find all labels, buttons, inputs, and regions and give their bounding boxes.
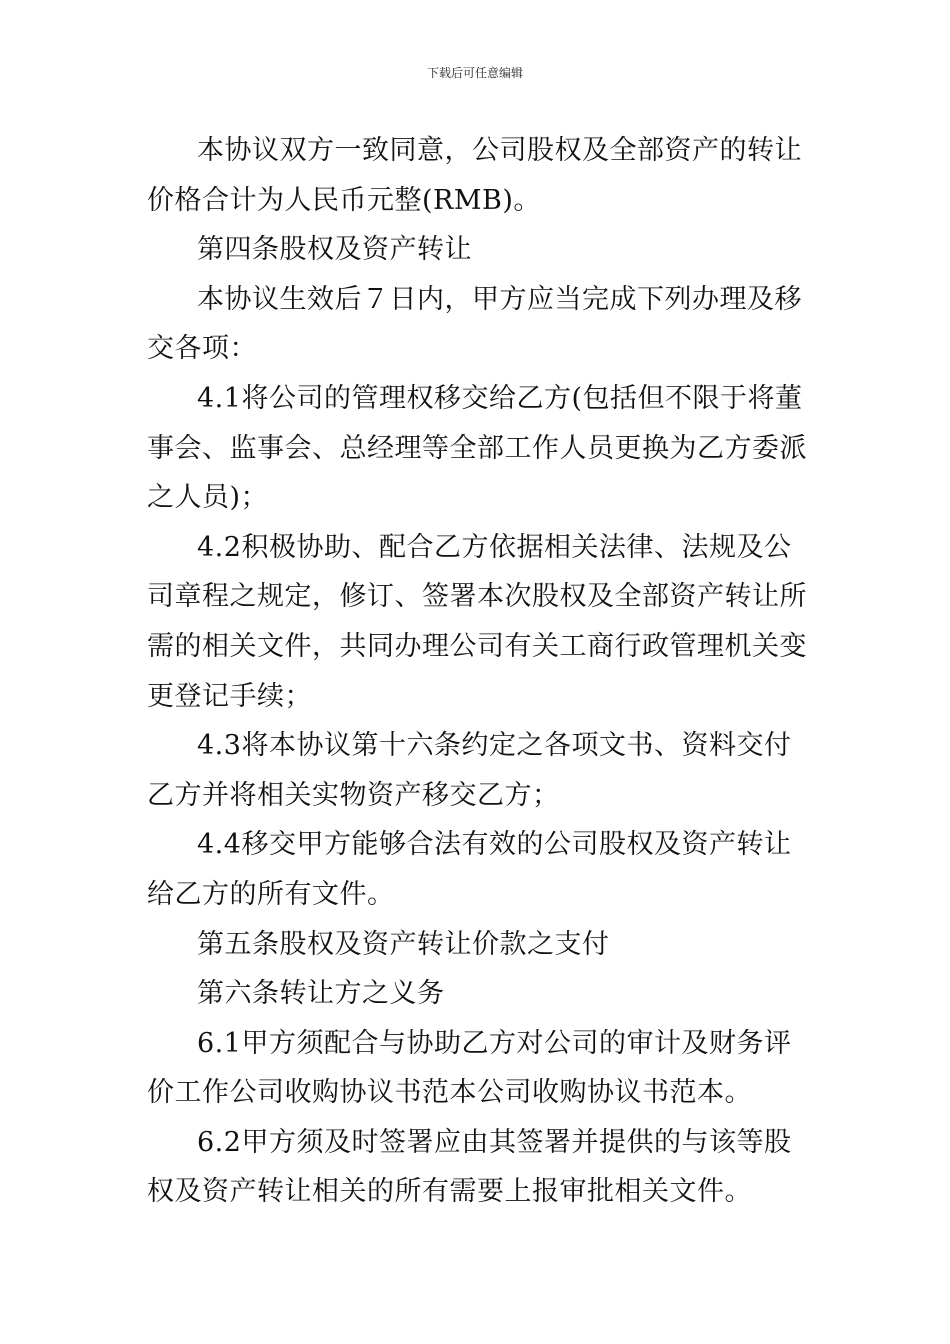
article-4-heading: 第四条股权及资产转让 [197, 234, 472, 266]
page-header-note: 下载后可任意编辑 [426, 66, 523, 80]
paragraph-transfer-items: 本协议生效后７日内，甲方应当完成下列办理及移交各项： [147, 283, 802, 365]
clause-6-2: 6.2甲方须及时签署应由其签署并提供的与该等股权及资产转让相关的所有需要上报审批相关文件。 [147, 1126, 792, 1208]
clause-4-4: 4.4移交甲方能够合法有效的公司股权及资产转让给乙方的所有文件。 [147, 829, 792, 910]
article-6-heading: 第六条转让方之义务 [197, 978, 445, 1010]
document-body [147, 126, 811, 1217]
clause-4-2: 4.2积极协助、配合乙方依据相关法律、法规及公司章程之规定，修订、签署本次股权及全部资产转让所需的相关文件，共同办理公司有关工商行政管理机关变更登记手续； [147, 531, 807, 712]
clause-4-1: 4.1将公司的管理权移交给乙方(包括但不限于将董事会、监事会、总经理等全部工作人员更换为乙方委派之人员)； [147, 382, 807, 514]
paragraph-price-agreement: 本协议双方一致同意，公司股权及全部资产的转让价格合计为人民币元整(RMB)。 [147, 135, 802, 216]
clause-6-1: 6.1甲方须配合与协助乙方对公司的审计及财务评价工作公司收购协议书范本公司收购协议书范本。 [147, 1027, 792, 1109]
clause-4-3: 4.3将本协议第十六条约定之各项文书、资料交付乙方并将相关实物资产移交乙方； [147, 730, 792, 811]
article-5-heading: 第五条股权及资产转让价款之支付 [197, 928, 610, 960]
